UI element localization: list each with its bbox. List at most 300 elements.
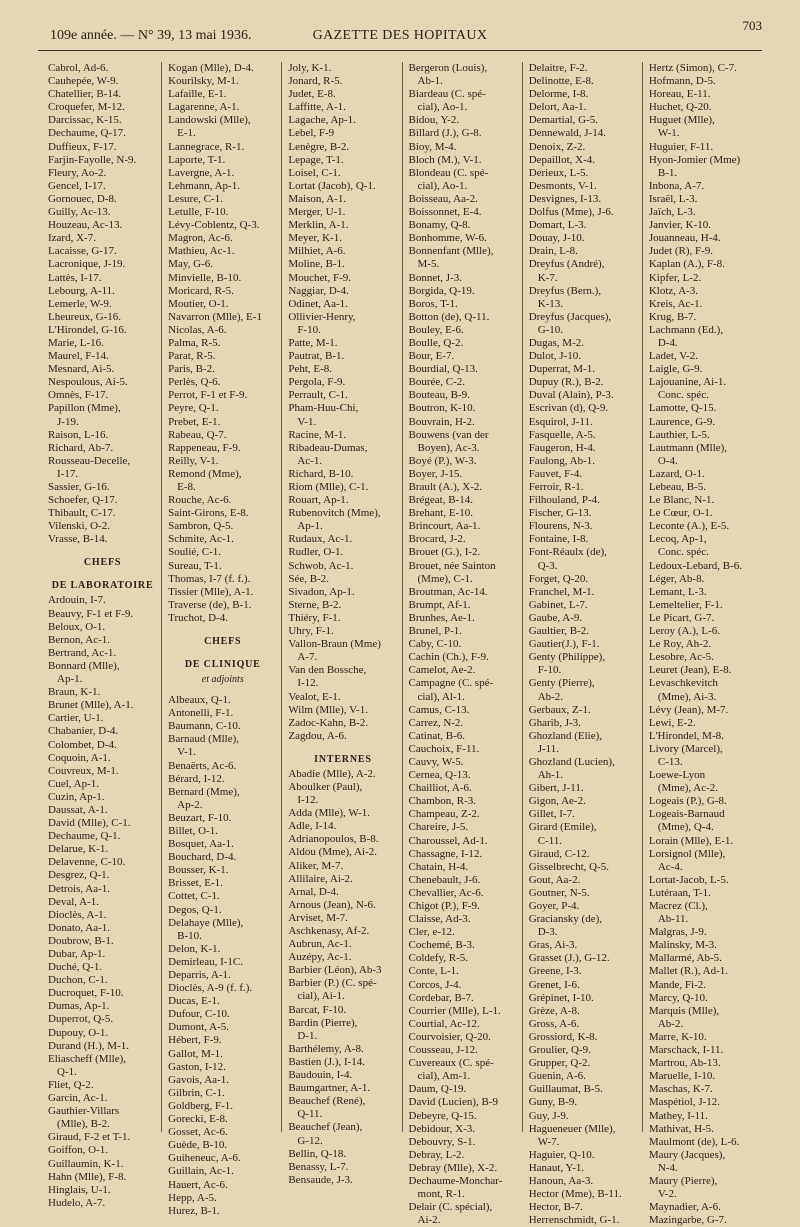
index-entry: Champeau, Z-2. — [408, 808, 480, 821]
index-entry: Klotz, A-3. — [648, 284, 699, 297]
index-entry: Martrou, Ab-13. — [648, 1057, 721, 1070]
index-column-6 — [643, 62, 762, 1227]
index-entry: Rabeau, Q-7. — [168, 428, 227, 441]
index-entry: Debray (Mlle), X-2. — [408, 1161, 498, 1174]
index-entry: Hofmann, D-5. — [648, 75, 716, 88]
index-entry: Guillaumat, B-5. — [528, 1083, 603, 1096]
index-entry: Ribadeau-Dumas, — [288, 441, 368, 454]
index-entry: Lemant, L-3. — [648, 585, 707, 598]
entry-continuation: (Mlle), B-2. — [57, 1118, 110, 1131]
index-entry: Wilm (Mlle), V-1. — [288, 703, 368, 716]
entry-continuation: (Mme), Ai-3. — [657, 690, 717, 703]
index-entry: Thiéry, F-1. — [288, 611, 341, 624]
index-entry: Bour, E-7. — [408, 350, 455, 363]
index-entry: Esquirol, J-11. — [528, 415, 593, 428]
index-entry: Barbier (Léon), Ab-3 — [288, 964, 382, 977]
index-entry: Brouet (G.), I-2. — [408, 546, 481, 559]
index-entry: Racine, M-1. — [288, 428, 347, 441]
index-entry: Coldefy, R-5. — [408, 952, 468, 965]
index-entry: Daum, Q-19. — [408, 1083, 467, 1096]
index-entry: Herrenschmidt, G-1. — [528, 1214, 620, 1227]
index-entry: Douay, J-10. — [528, 232, 585, 245]
index-entry: Brocard, J-2. — [408, 533, 466, 546]
index-entry: Barbier (P.) (C. spé- — [288, 977, 377, 990]
index-entry: Gavois, Aa-1. — [168, 1073, 229, 1086]
index-entry: Dugas, M-2. — [528, 336, 584, 349]
entry-continuation: Q-3. — [537, 559, 558, 572]
index-entry: Delon, K-1. — [168, 942, 221, 955]
index-entry: Mazingarbe, G-7. — [648, 1214, 727, 1227]
entry-continuation: F-10. — [297, 323, 321, 336]
index-entry: Brunhes, Ae-1. — [408, 611, 475, 624]
index-entry: Cernea, Q-13. — [408, 769, 471, 782]
index-entry: Hertz (Simon), C-7. — [648, 62, 737, 74]
index-entry: Jonard, R-5. — [288, 75, 343, 88]
index-entry: Levaschkevitch — [648, 677, 718, 690]
index-entry: Benaërts, Ac-6. — [168, 759, 237, 772]
index-entry: Bonnet, J-3. — [408, 271, 462, 284]
index-entry: Dreyfus (Bern.), — [528, 284, 602, 297]
index-entry: Lacronique, J-19. — [48, 258, 126, 271]
entry-continuation: E-1. — [177, 127, 196, 140]
index-entry: Judet, E-8. — [288, 88, 336, 101]
index-entry: Grenet, I-6. — [528, 978, 580, 991]
index-entry: Delarue, K-1. — [48, 843, 109, 856]
index-entry: Boros, T-1. — [408, 297, 458, 310]
index-column-1 — [42, 62, 162, 1209]
index-entry: Gisselbrecht, Q-5. — [528, 860, 610, 873]
index-entry: Ferroir, R-1. — [528, 481, 584, 493]
index-entry: Boisseau, Aa-2. — [408, 192, 478, 205]
index-entry: Bousser, K-1. — [168, 864, 229, 877]
index-entry: Cousseau, J-12. — [408, 1044, 478, 1057]
index-entry: Cochemé, B-3. — [408, 939, 475, 952]
index-entry: Huchet, Q-20. — [648, 101, 712, 114]
entry-continuation: F-10. — [537, 664, 562, 677]
index-entry: Gencel, I-17. — [48, 179, 106, 192]
index-entry: Desgrez, Q-1. — [48, 869, 110, 882]
index-entry: Debray, L-2. — [408, 1148, 465, 1161]
index-entry: Brunel, P-1. — [408, 625, 462, 638]
entry-continuation: Ai-2. — [417, 1214, 441, 1227]
entry-continuation: (Mme), Q-4. — [657, 821, 714, 834]
entry-continuation: K-7. — [537, 271, 558, 284]
index-entry: Depaillot, X-4. — [528, 153, 595, 166]
index-entry: Laigle, G-9. — [648, 363, 703, 376]
index-entry: Duché, Q-1. — [48, 961, 103, 974]
index-entry: Goldberg, F-1. — [168, 1099, 234, 1112]
index-entry: Beauchef (Jean), — [288, 1121, 363, 1134]
index-entry: Font-Réaulx (de), — [528, 546, 607, 559]
index-entry: Delair (C. spécial), — [408, 1201, 493, 1214]
index-entry: Forget, Q-20. — [528, 572, 589, 585]
index-entry: Laffitte, A-1. — [288, 101, 346, 114]
index-entry: Perlès, Q-6. — [168, 376, 221, 389]
index-entry: Gaultier, B-2. — [528, 625, 590, 638]
index-entry: Genty (Pierre), — [528, 677, 595, 690]
index-entry: Lamotte, Q-15. — [648, 402, 717, 415]
index-entry: Maspétiol, J-12. — [648, 1096, 721, 1109]
index-entry: Chevallier, Ac-6. — [408, 886, 484, 899]
index-entry: Darcissac, K-15. — [48, 114, 122, 127]
entry-continuation: Conc. spéc. — [657, 546, 709, 559]
entry-continuation: B-10. — [177, 929, 202, 942]
page-number: 703 — [742, 18, 762, 33]
index-entry: Le Blanc, N-1. — [648, 494, 715, 507]
index-entry: Hinglais, U-1. — [48, 1183, 111, 1196]
index-entry: Botton (de), Q-11. — [408, 310, 490, 323]
index-entry: Graciansky (de), — [528, 913, 602, 926]
index-entry: Haguier, Q-10. — [528, 1148, 595, 1161]
entry-continuation: B-1. — [657, 166, 678, 179]
index-entry: Billet, O-1. — [168, 824, 218, 837]
index-entry: Auzépy, Ac-1. — [288, 951, 352, 964]
index-entry: Mesnard, Ai-5. — [48, 363, 115, 376]
index-entry: Maison, A-1. — [288, 192, 347, 205]
index-entry: Fleury, Ao-2. — [48, 166, 107, 179]
index-entry: Judet (R), F-9. — [648, 245, 714, 258]
index-entry: Naggiar, D-4. — [288, 284, 349, 297]
index-entry: Chenebault, J-6. — [408, 873, 481, 886]
index-entry: Goutner, N-5. — [528, 886, 590, 899]
index-entry: Biardeau (C. spé- — [408, 88, 486, 101]
index-entry: Truchot, D-4. — [168, 611, 228, 624]
index-entry: Richard, B-10. — [288, 467, 354, 480]
index-entry: Boyé (P.), W-3. — [408, 454, 477, 467]
index-entry: Gigon, Ae-2. — [528, 795, 586, 808]
index-entry: Genty (Philippe), — [528, 651, 606, 664]
index-entry: Nespoulous, Ai-5. — [48, 376, 128, 389]
index-entry: Lorain (Mlle), E-1. — [648, 834, 734, 847]
index-entry: Hanoun, Aa-3. — [528, 1174, 594, 1187]
index-entry: Fischer, G-13. — [528, 507, 592, 520]
index-entry: Brincourt, Aa-1. — [408, 520, 481, 533]
index-entry: Grossiord, K-8. — [528, 1030, 598, 1043]
index-entry: Hanaut, Y-1. — [528, 1161, 585, 1174]
index-entry: Debidour, X-3. — [408, 1122, 475, 1135]
index-entry: Lavergne, A-1. — [168, 166, 235, 179]
index-entry: Boulle, Q-2. — [408, 336, 464, 349]
index-entry: Coquoin, A-1. — [48, 751, 111, 764]
index-entry: Greene, I-3. — [528, 965, 582, 978]
index-entry: Gillet, I-7. — [528, 808, 575, 821]
index-entry: Perrot, F-1 et F-9. — [168, 389, 248, 402]
index-entry: Mathieu, Ac-1. — [168, 245, 235, 258]
index-entry: Israël, L-3. — [648, 192, 698, 205]
index-entry: Maury (Jacques), — [648, 1148, 726, 1161]
index-entry: Lauthier, L-5. — [648, 428, 710, 441]
index-entry: Traverse (de), B-1. — [168, 598, 252, 611]
index-entry: Gornouec, D-8. — [48, 192, 117, 205]
index-entry: Faugeron, H-4. — [528, 441, 596, 454]
index-entry: Laurence, G-9. — [648, 415, 716, 428]
index-entry: Adle, I-14. — [288, 820, 337, 833]
index-entry: Maulmont (de), L-6. — [648, 1135, 740, 1148]
index-entry: Zadoc-Kahn, B-2. — [288, 716, 369, 729]
index-entry: Bouwens (van der — [408, 428, 489, 441]
index-entry: Deval, A-1. — [48, 895, 100, 908]
index-entry: Lévy (Jean), M-7. — [648, 703, 729, 716]
index-entry: Rubenovitch (Mme), — [288, 507, 381, 520]
index-entry: Maury (Pierre), — [648, 1174, 718, 1187]
entry-continuation: G-10. — [537, 323, 564, 336]
entry-continuation: Ap-2. — [177, 798, 203, 811]
index-entry: Rouche, Ac-6. — [168, 494, 232, 507]
index-entry: Cler, e-12. — [408, 926, 455, 939]
entry-continuation: cial), Al-1. — [417, 690, 465, 703]
index-entry: Peht, E-8. — [288, 363, 333, 376]
index-entry: Cuzin, Ap-1. — [48, 790, 105, 803]
index-entry: Dioclès, A-1. — [48, 908, 107, 921]
index-entry: Marre, K-10. — [648, 1030, 707, 1043]
index-entry: Demirleau, I-1C. — [168, 955, 244, 968]
index-entry: Grèze, A-8. — [528, 1004, 580, 1017]
index-entry: Reilly, V-1. — [168, 454, 219, 467]
entry-continuation: K-13. — [537, 297, 564, 310]
index-entry: Gaston, I-12. — [168, 1060, 226, 1073]
index-entry: Bidou, Y-2. — [408, 114, 460, 127]
index-entry: Grasset (J.), G-12. — [528, 952, 610, 965]
index-entry: Hébert, F-9. — [168, 1034, 222, 1047]
index-entry: Charoussel, Ad-1. — [408, 834, 488, 847]
index-entry: Izard, X-7. — [48, 232, 96, 245]
index-entry: Duperrot, Q-5. — [48, 1013, 114, 1026]
index-entry: Patte, M-1. — [288, 336, 338, 349]
index-entry: Bellin, Q-18. — [288, 1147, 347, 1160]
entry-continuation: G-12. — [297, 1134, 323, 1147]
index-entry: Dreyfus (André), — [528, 258, 605, 271]
index-entry: Dumas, Ap-1. — [48, 1000, 110, 1013]
index-entry: May, G-6. — [168, 258, 213, 271]
index-entry: Bardin (Pierre), — [288, 1016, 358, 1029]
index-entry: Claisse, Ad-3. — [408, 913, 471, 926]
index-entry: Gross, A-6. — [528, 1017, 580, 1030]
index-entry: Soulié, C-1. — [168, 546, 222, 559]
index-entry: Dechaume, Q-1. — [48, 830, 121, 843]
index-entry: Hahn (Mlle), F-8. — [48, 1170, 127, 1183]
index-entry: Odinet, Aa-1. — [288, 297, 348, 310]
index-entry: Farjin-Fayolle, N-9. — [48, 153, 137, 166]
index-entry: Bertrand, Ac-1. — [48, 646, 117, 659]
index-entry: Gorecki, E-8. — [168, 1113, 228, 1126]
index-entry: Debeyre, Q-15. — [408, 1109, 477, 1122]
entry-continuation: (Mme), Ac-2. — [657, 782, 719, 795]
index-entry: Ledoux-Lebard, B-6. — [648, 559, 743, 572]
index-entry: Bonnenfant (Mlle), — [408, 245, 494, 258]
index-entry: Ollivier-Henry, — [288, 310, 356, 323]
index-entry: Kogan (Mlle), D-4. — [168, 62, 254, 74]
index-entry: Cottet, C-1. — [168, 890, 220, 903]
index-columns — [42, 62, 762, 1227]
entry-continuation: I-12. — [297, 677, 319, 690]
index-entry: Beauvy, F-1 et F-9. — [48, 607, 134, 620]
index-entry: Deparris, A-1. — [168, 969, 231, 981]
index-entry: Lautmann (Mlle), — [648, 441, 728, 454]
index-entry: Kreis, Ac-1. — [648, 297, 703, 310]
index-entry: Moutier, O-1. — [168, 297, 229, 310]
entry-continuation: mont, R-1. — [417, 1188, 465, 1201]
index-entry: Sureau, T-1. — [168, 559, 222, 572]
index-entry: Bensaude, J-3. — [288, 1173, 353, 1186]
index-entry: Chareire, J-5. — [408, 821, 469, 834]
index-entry: Mouchet, F-9. — [288, 271, 351, 284]
index-entry: Lorsignol (Mlle), — [648, 847, 726, 860]
entry-continuation: Ab-11. — [657, 913, 689, 926]
index-entry: Vealot, E-1. — [288, 690, 341, 703]
index-entry: Baumgartner, A-1. — [288, 1082, 371, 1095]
entry-continuation: Ab-1. — [417, 75, 443, 88]
index-entry: Gabinet, L-7. — [528, 598, 588, 611]
index-entry: Ducroquet, F-10. — [48, 987, 124, 1000]
index-entry: Cabrol, Ad-6. — [48, 62, 109, 74]
entry-continuation: C-11. — [537, 834, 563, 847]
entry-continuation: (Mme), C-1. — [417, 572, 473, 585]
index-entry: Donato, Aa-1. — [48, 921, 111, 934]
index-entry: Zagdou, A-6. — [288, 729, 347, 742]
index-entry: Catinat, B-6. — [408, 729, 466, 742]
index-entry: Aubrun, Ac-1. — [288, 938, 352, 951]
index-entry: Dupuy (R.), B-2. — [528, 376, 604, 389]
index-entry: Rouart, Ap-1. — [288, 494, 349, 507]
index-entry: Duperrat, M-1. — [528, 363, 595, 376]
index-entry: Courrier (Mlle), L-1. — [408, 1004, 501, 1017]
index-entry: Sivadon, Ap-1. — [288, 585, 355, 598]
index-entry: Ghozland (Elie), — [528, 729, 602, 742]
index-entry: Adrianopoulos, B-8. — [288, 833, 379, 846]
section-heading: CHEFS — [204, 636, 242, 648]
index-entry: Van den Bossche, — [288, 664, 367, 677]
index-entry: Guy, J-9. — [528, 1109, 569, 1122]
index-entry: Aboulker (Paul), — [288, 780, 363, 793]
index-entry: Mallarmé, Ab-5. — [648, 952, 722, 965]
index-entry: Lehmann, Ap-1. — [168, 179, 240, 192]
index-entry: Gibert, J-11. — [528, 782, 584, 795]
index-entry: Bouvrain, H-2. — [408, 415, 475, 428]
index-entry: Brisset, E-1. — [168, 877, 223, 890]
index-entry: Goiffon, O-1. — [48, 1144, 108, 1157]
index-entry: Blondeau (C. spé- — [408, 166, 489, 179]
index-entry: Palma, R-5. — [168, 336, 221, 349]
index-entry: Grépinet, I-10. — [528, 991, 594, 1004]
index-entry: Domart, L-3. — [528, 219, 587, 232]
entry-continuation: Ah-1. — [537, 769, 564, 782]
index-entry: Minvielle, B-10. — [168, 271, 242, 284]
index-entry: Remond (Mme), — [168, 467, 242, 480]
index-entry: David (Lucien), B-9 — [408, 1096, 499, 1109]
index-entry: Chassagne, I-12. — [408, 847, 483, 860]
entry-continuation: Conc. spéc. — [657, 389, 709, 402]
index-entry: Huguier, F-11. — [648, 140, 714, 153]
index-entry: Cuvereaux (C. spé- — [408, 1057, 494, 1070]
index-entry: Gautier(J.), F-1. — [528, 638, 600, 651]
index-entry: Boyer, J-15. — [408, 467, 463, 480]
index-entry: Hauert, Ac-6. — [168, 1178, 228, 1191]
index-entry: Abadie (Mlle), A-2. — [288, 767, 376, 780]
index-entry: Cachin (Ch.), F-9. — [408, 651, 489, 664]
index-column-5 — [523, 62, 643, 1227]
entry-continuation: A-7. — [297, 651, 318, 664]
entry-continuation: D-4. — [657, 336, 678, 349]
index-entry: Groulier, Q-9. — [528, 1044, 591, 1057]
index-entry: Brunet (Mlle), A-1. — [48, 699, 134, 712]
index-entry: Marie, L-16. — [48, 336, 104, 349]
index-entry: Bernon, Ac-1. — [48, 633, 111, 646]
index-entry: Brehant, E-10. — [408, 507, 473, 520]
index-entry: Derieux, L-5. — [528, 166, 589, 179]
index-entry: Huguet (Mlle), — [648, 114, 715, 127]
index-entry: Raison, L-16. — [48, 428, 109, 441]
entry-continuation: V-1. — [177, 746, 197, 759]
index-entry: Beloux, O-1. — [48, 620, 106, 633]
index-entry: Navarron (Mlle), E-1 — [168, 310, 262, 323]
index-entry: Hagueneuer (Mlle), — [528, 1122, 616, 1135]
section-heading: DE LABORATOIRE — [51, 580, 154, 592]
index-entry: Ducas, E-1. — [168, 995, 220, 1008]
index-entry: Parat, R-5. — [168, 350, 216, 363]
index-entry: Flourens, N-3. — [528, 520, 593, 533]
index-entry: Camelot, Ae-2. — [408, 664, 476, 677]
index-entry: Camus, C-13. — [408, 703, 470, 716]
index-entry: Leconte (A.), E-5. — [648, 520, 730, 533]
index-entry: Arnous (Jean), N-6. — [288, 898, 376, 911]
index-entry: Livory (Marcel), — [648, 742, 723, 755]
index-entry: Dufour, C-10. — [168, 1008, 230, 1021]
index-entry: Lutéraan, T-1. — [648, 886, 711, 899]
index-entry: Mande, Fi-2. — [648, 978, 706, 991]
index-entry: Le Roy, Ah-2. — [648, 638, 712, 651]
index-entry: Sterne, B-2. — [288, 598, 342, 611]
index-entry: Lebel, F-9 — [288, 127, 335, 140]
index-entry: L'Hirondel, G-16. — [48, 323, 127, 336]
index-entry: Courtial, Ac-12. — [408, 1017, 480, 1030]
index-entry: Mallet (R.), Ad-1. — [648, 965, 728, 978]
section-heading: INTERNES — [314, 753, 372, 765]
index-entry: Peyre, Q-1. — [168, 402, 219, 415]
index-entry: Aliker, M-7. — [288, 859, 344, 872]
index-entry: Gaube, A-9. — [528, 611, 583, 624]
index-entry: Schoefer, Q-17. — [48, 494, 118, 507]
index-entry: Saint-Girons, E-8. — [168, 507, 249, 520]
index-entry: Chigot (P.), F-9. — [408, 900, 480, 912]
index-entry: Lebourg, A-11. — [48, 284, 115, 297]
index-entry: Merger, U-1. — [288, 206, 346, 219]
index-entry: Rousseau-Decelle, — [48, 454, 131, 467]
index-entry: Bonnard (Mlle), — [48, 659, 120, 672]
index-entry: Eliascheff (Mlle), — [48, 1052, 126, 1065]
index-entry: Laporte, T-1. — [168, 153, 226, 166]
index-entry: Letulle, F-10. — [168, 206, 229, 219]
index-entry: Bonamy, Q-8. — [408, 219, 471, 232]
index-entry: Gharib, J-3. — [528, 716, 581, 729]
index-entry: Lebeau, B-5. — [648, 481, 706, 493]
index-entry: Lacaisse, G-17. — [48, 245, 117, 258]
index-entry: Sée, B-2. — [288, 572, 329, 585]
index-entry: Magron, Ac-6. — [168, 232, 233, 245]
index-entry: Chabanier, D-4. — [48, 725, 119, 738]
index-entry: Antonelli, F-1. — [168, 707, 234, 720]
index-entry: Debouvry, S-1. — [408, 1135, 476, 1148]
index-entry: Duchon, C-1. — [48, 974, 108, 987]
index-entry: Janvier, K-10. — [648, 219, 712, 232]
index-entry: Dubar, Ap-1. — [48, 948, 106, 960]
index-entry: Nicolas, A-6. — [168, 323, 227, 336]
section-subheading: et adjoints — [201, 674, 244, 686]
index-entry: Goyer, P-4. — [528, 900, 580, 912]
index-entry: Horeau, E-11. — [648, 88, 711, 101]
index-entry: Vallon-Braun (Mme) — [288, 638, 381, 651]
index-entry: Loewe-Lyon — [648, 769, 706, 782]
index-entry: Léger, Ab-8. — [648, 572, 705, 585]
